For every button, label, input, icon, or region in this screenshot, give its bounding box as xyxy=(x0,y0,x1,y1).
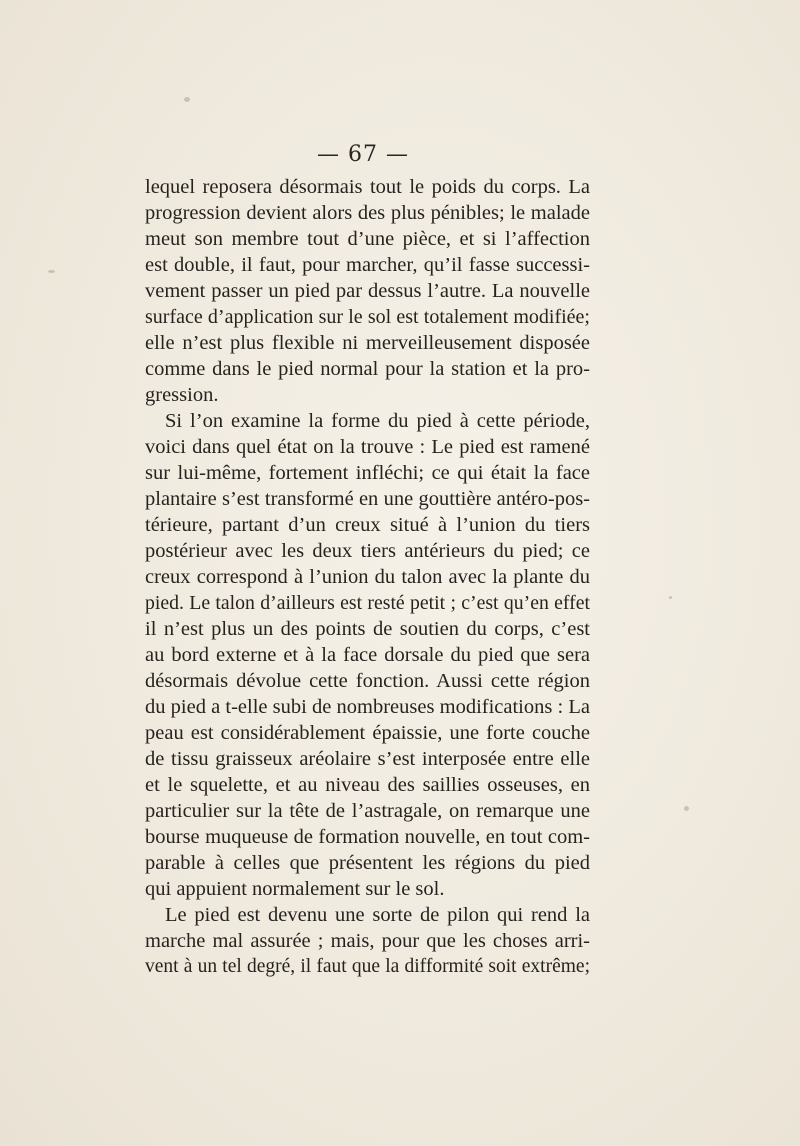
page-number: — 67 — xyxy=(317,142,409,167)
text-line: voici dans quel état on la trouve : Le pied est ramené xyxy=(145,436,590,458)
text-line: comme dans le pied normal pour la station et la pro- xyxy=(145,358,590,380)
text-line: térieure, partant d’un creux situé à l’union du tiers xyxy=(145,514,590,536)
paper-speck xyxy=(48,270,55,273)
text-line: peau est considérablement épaissie, une forte couche xyxy=(145,722,590,744)
text-line: est double, il faut, pour marcher, qu’il fasse successi- xyxy=(145,254,590,276)
text-line: surface d’application sur le sol est totalement modifiée; xyxy=(145,306,590,328)
text-line: Le pied est devenu une sorte de pilon qui rend la xyxy=(165,904,590,926)
text-line: meut son membre tout d’une pièce, et si l’affection xyxy=(145,228,590,250)
text-line: creux correspond à l’union du talon avec la plante du xyxy=(145,566,590,588)
text-line: marche mal assurée ; mais, pour que les choses arri- xyxy=(145,930,590,952)
text-line: postérieur avec les deux tiers antérieurs du pied; ce xyxy=(145,540,590,562)
paper-speck xyxy=(184,97,190,102)
text-line: vent à un tel degré, il faut que la difformité soit extrême; xyxy=(145,956,590,977)
text-line: Si l’on examine la forme du pied à cette période, xyxy=(165,410,590,432)
text-line: parable à celles que présentent les régions du pied xyxy=(145,852,590,874)
text-line: plantaire s’est transformé en une gouttière antéro-pos- xyxy=(145,488,590,510)
text-line: bourse muqueuse de formation nouvelle, en tout com- xyxy=(145,826,590,848)
text-line: gression. xyxy=(145,384,219,406)
text-line: du pied a t-elle subi de nombreuses modifications : La xyxy=(145,696,590,718)
text-line: progression devient alors des plus pénibles; le malade xyxy=(145,202,590,224)
text-line: pied. Le talon d’ailleurs est resté petit ; c’est qu’en effet xyxy=(145,592,590,614)
text-line: au bord externe et à la face dorsale du pied que sera xyxy=(145,644,590,666)
text-line: elle n’est plus flexible ni merveilleusement disposée xyxy=(145,332,590,354)
text-line: désormais dévolue cette fonction. Aussi cette région xyxy=(145,670,590,692)
paper-speck xyxy=(684,806,689,811)
text-line: et le squelette, et au niveau des saillies osseuses, en xyxy=(145,774,590,796)
paper-speck xyxy=(669,596,672,599)
text-line: particulier sur la tête de l’astragale, on remarque une xyxy=(145,800,590,822)
text-line: lequel reposera désormais tout le poids du corps. La xyxy=(145,176,590,198)
text-line: qui appuient normalement sur le sol. xyxy=(145,878,445,900)
text-line: vement passer un pied par dessus l’autre. La nouvelle xyxy=(145,280,590,302)
text-line: il n’est plus un des points de soutien du corps, c’est xyxy=(145,618,590,640)
body-text xyxy=(145,174,590,980)
text-line: sur lui-même, fortement infléchi; ce qui était la face xyxy=(145,462,590,484)
text-line: de tissu graisseux aréolaire s’est interposée entre elle xyxy=(145,748,590,770)
